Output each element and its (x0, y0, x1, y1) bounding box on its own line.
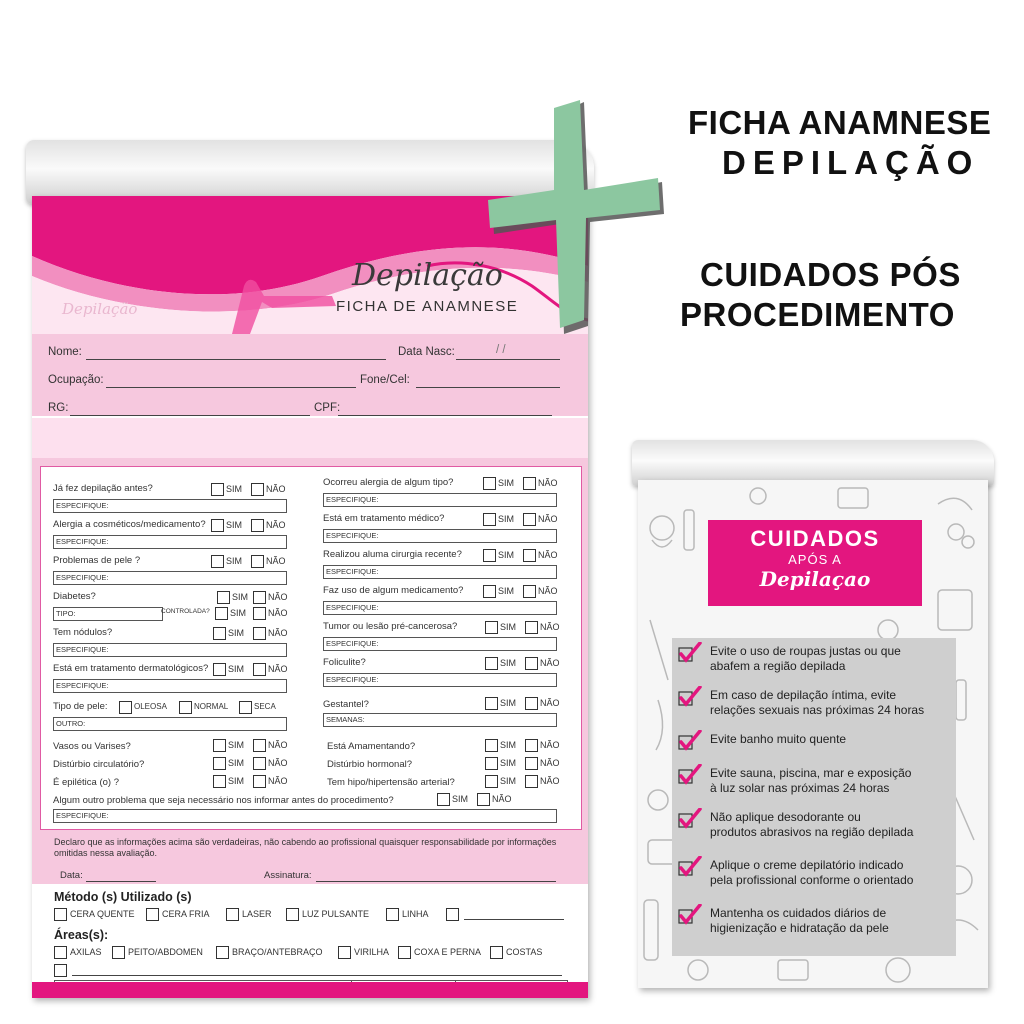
sim-label: SIM (226, 556, 243, 566)
sim-label: SIM (226, 484, 243, 494)
left-q6-sim-checkbox[interactable] (213, 663, 226, 676)
headline-line1: FICHA ANAMNESE (688, 104, 992, 141)
nao-label: NÃO (540, 698, 560, 708)
axilas-checkbox[interactable] (54, 946, 67, 959)
left-q1-nao-checkbox[interactable] (251, 483, 264, 496)
right-q5-sim-checkbox[interactable] (485, 621, 498, 634)
sim-label: SIM (498, 514, 515, 524)
nao-label: NÃO (268, 628, 288, 638)
headline-line2: DEPILAÇÃO (722, 144, 980, 181)
other-method-field[interactable] (464, 919, 564, 920)
care-tips-sheet (638, 480, 988, 988)
care-tip-text: Em caso de depilação íntima, evite (710, 688, 897, 702)
extra-left-question-3: É epilética (o) ? (53, 777, 120, 788)
extra-right-2-sim-checkbox[interactable] (485, 757, 498, 770)
virilha-checkbox[interactable] (338, 946, 351, 959)
cera-fria-label: CERA FRIA (162, 909, 210, 919)
left-question-2: Alergia a cosméticos/medicamento? (53, 519, 206, 530)
nao-label: NÃO (492, 794, 512, 804)
plus-icon (488, 98, 668, 338)
method-title: Método (s) Utilizado (s) (54, 890, 192, 904)
sim-label: SIM (230, 608, 247, 618)
braco-checkbox[interactable] (216, 946, 229, 959)
left-q3-nao-checkbox[interactable] (251, 555, 264, 568)
sim-label: SIM (500, 698, 517, 708)
right-q2-especifique[interactable]: ESPECIFIQUE: (323, 529, 557, 543)
laser-label: LASER (242, 909, 272, 919)
signature-field[interactable] (316, 881, 556, 882)
left-question-6: Está em tratamento dermatológicos? (53, 663, 209, 674)
checkmark-icon (678, 764, 702, 786)
sim-label: SIM (226, 520, 243, 530)
cpf-label: CPF: (314, 402, 341, 414)
care-tips-card (672, 638, 956, 956)
nao-label: NÃO (268, 776, 288, 786)
left-question-5: Tem nódulos? (53, 627, 113, 638)
sim-label: SIM (500, 740, 517, 750)
care-tip-text: Evite o uso de roupas justas ou que (710, 644, 901, 658)
left-question-1: Já fez depilação antes? (53, 483, 153, 494)
declaration-block (32, 832, 588, 884)
left-q5-nao-checkbox[interactable] (253, 627, 266, 640)
left-q2-especifique[interactable]: ESPECIFIQUE: (53, 535, 287, 549)
right-q6-nao-checkbox[interactable] (525, 657, 538, 670)
care-title: CUIDADOS (750, 526, 880, 551)
normal-label: NORMAL (194, 702, 229, 711)
normal-checkbox[interactable] (179, 701, 192, 714)
right-q4-sim-checkbox[interactable] (483, 585, 496, 598)
left-question-4: Diabetes? (53, 591, 96, 602)
controlada-sim-checkbox[interactable] (215, 607, 228, 620)
extra-left-3-sim-checkbox[interactable] (213, 775, 226, 788)
headline-line4: PROCEDIMENTO (680, 296, 955, 333)
controlada-label: CONTROLADA? (161, 608, 210, 615)
footer-bar (32, 982, 588, 998)
care-tip-text: Mantenha os cuidados diários de (710, 906, 887, 920)
care-tip-text: à luz solar nas próximas 24 horas (710, 781, 890, 795)
left-q3-sim-checkbox[interactable] (211, 555, 224, 568)
gestante-sim-checkbox[interactable] (485, 697, 498, 710)
nao-label: NÃO (268, 740, 288, 750)
questions-box (40, 466, 582, 830)
sim-label: SIM (498, 478, 515, 488)
sim-label: SIM (498, 586, 515, 596)
extra-left-2-sim-checkbox[interactable] (213, 757, 226, 770)
ocupacao-label: Ocupação: (48, 374, 104, 386)
declaration-text: Declaro que as informações acima são verdadeiras, não cabendo ao profissional quaisquer responsabilidade por informações omitidas nessa avaliação. (54, 837, 557, 858)
extra-right-question-3: Tem hipo/hipertensão arterial? (327, 777, 455, 788)
right-q3-nao-checkbox[interactable] (523, 549, 536, 562)
nome-label: Nome: (48, 346, 82, 358)
sim-label: SIM (232, 592, 249, 602)
care-tip-text: Não aplique desodorante ou (710, 810, 861, 824)
checkmark-icon (678, 856, 702, 878)
virilha-label: VIRILHA (354, 947, 390, 957)
sim-label: SIM (228, 776, 245, 786)
right-q6-sim-checkbox[interactable] (485, 657, 498, 670)
sim-label: SIM (500, 658, 517, 668)
sim-label: SIM (228, 740, 245, 750)
form-title-script: Depilação (352, 258, 503, 293)
nome-field[interactable] (86, 359, 386, 360)
left-q2-nao-checkbox[interactable] (251, 519, 264, 532)
left-q1-especifique[interactable]: ESPECIFIQUE: (53, 499, 287, 513)
fone-label: Fone/Cel: (360, 374, 410, 386)
controlada-nao-checkbox[interactable] (253, 607, 266, 620)
data-nasc-label: Data Nasc: (398, 346, 455, 358)
headline-line3: CUIDADOS PÓS (700, 256, 961, 293)
care-tip-text: relações sexuais nas próximas 24 horas (710, 703, 925, 717)
right-question-2: Está em tratamento médico? (323, 513, 445, 524)
right-q2-sim-checkbox[interactable] (483, 513, 496, 526)
other-area-field[interactable] (72, 975, 562, 976)
left-q2-sim-checkbox[interactable] (211, 519, 224, 532)
costas-label: COSTAS (506, 947, 543, 957)
diabetes-tipo-field[interactable]: TIPO: (53, 607, 163, 621)
right-q5-especifique[interactable]: ESPECIFIQUE: (323, 637, 557, 651)
sim-label: SIM (500, 758, 517, 768)
gestante-nao-checkbox[interactable] (525, 697, 538, 710)
care-tips-pad (632, 440, 994, 988)
right-question-3: Realizou aluma cirurgia recente? (323, 549, 462, 560)
right-q2-nao-checkbox[interactable] (523, 513, 536, 526)
linha-label: LINHA (402, 909, 429, 919)
nao-label: NÃO (268, 758, 288, 768)
left-q5-especifique[interactable]: ESPECIFIQUE: (53, 643, 287, 657)
nao-label: NÃO (538, 478, 558, 488)
left-q6-nao-checkbox[interactable] (253, 663, 266, 676)
luz-pulsante-checkbox[interactable] (286, 908, 299, 921)
oleosa-checkbox[interactable] (119, 701, 132, 714)
other-nao-checkbox[interactable] (477, 793, 490, 806)
right-question-6: Foliculite? (323, 657, 366, 668)
luz-pulsante-label: LUZ PULSANTE (302, 909, 370, 919)
areas-title: Áreas(s): (54, 928, 109, 942)
rg-field[interactable] (70, 415, 310, 416)
left-q5-sim-checkbox[interactable] (213, 627, 226, 640)
data-nasc-field[interactable] (456, 359, 560, 360)
nao-label: NÃO (266, 520, 286, 530)
right-question-5: Tumor ou lesão pré-cancerosa? (323, 621, 458, 632)
left-q3-especifique[interactable]: ESPECIFIQUE: (53, 571, 287, 585)
personal-info-block-2 (32, 418, 588, 458)
seca-checkbox[interactable] (239, 701, 252, 714)
extra-right-question-1: Está Amamentando? (327, 741, 416, 752)
checkmark-icon (678, 642, 702, 664)
right-q1-nao-checkbox[interactable] (523, 477, 536, 490)
nao-label: NÃO (540, 758, 560, 768)
nao-label: NÃO (540, 658, 560, 668)
care-tip-text: produtos abrasivos na região depilada (710, 825, 914, 839)
extra-right-question-2: Distúrbio hormonal? (327, 759, 413, 770)
nao-label: NÃO (268, 592, 288, 602)
ocupacao-field[interactable] (106, 387, 356, 388)
other-area-checkbox[interactable] (54, 964, 67, 977)
watermark-text: Depilação (62, 300, 138, 318)
nao-label: NÃO (266, 556, 286, 566)
right-q3-especifique[interactable]: ESPECIFIQUE: (323, 565, 557, 579)
left-q1-sim-checkbox[interactable] (211, 483, 224, 496)
care-tip-text: Evite banho muito quente (710, 732, 847, 746)
peito-label: PEITO/ABDOMEN (128, 947, 203, 957)
extra-left-2-nao-checkbox[interactable] (253, 757, 266, 770)
checkmark-icon (678, 730, 702, 752)
gestante-question: Gestantel? (323, 699, 369, 710)
sim-label: SIM (228, 628, 245, 638)
extra-right-2-nao-checkbox[interactable] (525, 757, 538, 770)
sim-label: SIM (228, 758, 245, 768)
left-q6-especifique[interactable]: ESPECIFIQUE: (53, 679, 287, 693)
declaration-date-label: Data: (60, 870, 83, 881)
extra-left-3-nao-checkbox[interactable] (253, 775, 266, 788)
care-tip-text: Evite sauna, piscina, mar e exposição (710, 766, 912, 780)
fone-field[interactable] (416, 387, 560, 388)
nao-label: NÃO (268, 664, 288, 674)
sim-label: SIM (500, 776, 517, 786)
costas-checkbox[interactable] (490, 946, 503, 959)
right-question-1: Ocorreu alergia de algum tipo? (323, 477, 454, 488)
checkmark-icon (678, 686, 702, 708)
checkmark-icon (678, 904, 702, 926)
checkmark-icon (678, 808, 702, 830)
nao-label: NÃO (540, 740, 560, 750)
skin-type-label: Tipo de pele: (53, 701, 108, 712)
care-tip-text: pela profissional conforme o orientado (710, 873, 914, 887)
extra-right-1-nao-checkbox[interactable] (525, 739, 538, 752)
sim-label: SIM (452, 794, 469, 804)
outro-field[interactable]: OUTRO: (53, 717, 287, 731)
other-sim-checkbox[interactable] (437, 793, 450, 806)
nao-label: NÃO (538, 514, 558, 524)
rg-label: RG: (48, 402, 69, 414)
sim-label: SIM (498, 550, 515, 560)
coxa-perna-checkbox[interactable] (398, 946, 411, 959)
cpf-field[interactable] (338, 415, 552, 416)
nao-label: NÃO (540, 622, 560, 632)
nao-label: NÃO (540, 776, 560, 786)
cera-quente-label: CERA QUENTE (70, 909, 135, 919)
left-q4-nao-checkbox[interactable] (253, 591, 266, 604)
nao-label: NÃO (268, 608, 288, 618)
nao-label: NÃO (538, 586, 558, 596)
care-script: Depilaçao (759, 567, 871, 591)
declaration-date-field[interactable] (86, 881, 156, 882)
axilas-label: AXILAS (70, 947, 102, 957)
nao-label: NÃO (538, 550, 558, 560)
linha-checkbox[interactable] (386, 908, 399, 921)
care-subtitle: APÓS A (788, 552, 842, 567)
coxa-perna-label: COXA E PERNA (414, 947, 482, 957)
seca-label: SECA (254, 702, 276, 711)
sim-label: SIM (228, 664, 245, 674)
right-q4-especifique[interactable]: ESPECIFIQUE: (323, 601, 557, 615)
care-tip-text: higienização e hidratação da pele (710, 921, 889, 935)
extra-left-question-1: Vasos ou Varises? (53, 741, 131, 752)
extra-left-1-nao-checkbox[interactable] (253, 739, 266, 752)
right-q5-nao-checkbox[interactable] (525, 621, 538, 634)
extra-left-question-2: Distúrbio circulatório? (53, 759, 145, 770)
right-q6-especifique[interactable]: ESPECIFIQUE: (323, 673, 557, 687)
signature-label: Assinatura: (264, 870, 312, 881)
form-subtitle: FICHA DE ANAMNESE (336, 298, 519, 315)
nao-label: NÃO (266, 484, 286, 494)
right-q4-nao-checkbox[interactable] (523, 585, 536, 598)
right-question-4: Faz uso de algum medicamento? (323, 585, 464, 596)
other-especifique[interactable]: ESPECIFIQUE: (53, 809, 557, 823)
braco-label: BRAÇO/ANTEBRAÇO (232, 947, 323, 957)
care-title-card (708, 520, 922, 606)
cera-quente-checkbox[interactable] (54, 908, 67, 921)
left-q4-sim-checkbox[interactable] (217, 591, 230, 604)
cera-fria-checkbox[interactable] (146, 908, 159, 921)
care-tip-text: abafem a região depilada (710, 659, 846, 673)
care-tip-text: Aplique o creme depilatório indicado (710, 858, 904, 872)
peito-checkbox[interactable] (112, 946, 125, 959)
extra-left-1-sim-checkbox[interactable] (213, 739, 226, 752)
data-nasc-slashes: / / (496, 344, 506, 356)
sim-label: SIM (500, 622, 517, 632)
other-method-checkbox[interactable] (446, 908, 459, 921)
extra-right-3-nao-checkbox[interactable] (525, 775, 538, 788)
extra-right-1-sim-checkbox[interactable] (485, 739, 498, 752)
right-q3-sim-checkbox[interactable] (483, 549, 496, 562)
extra-right-3-sim-checkbox[interactable] (485, 775, 498, 788)
semanas-field[interactable]: SEMANAS: (323, 713, 557, 727)
right-q1-especifique[interactable]: ESPECIFIQUE: (323, 493, 557, 507)
oleosa-label: OLEOSA (134, 702, 167, 711)
left-question-3: Problemas de pele ? (53, 555, 141, 566)
other-problem-question: Algum outro problema que seja necessário nos informar antes do procedimento? (53, 795, 394, 806)
laser-checkbox[interactable] (226, 908, 239, 921)
right-q1-sim-checkbox[interactable] (483, 477, 496, 490)
